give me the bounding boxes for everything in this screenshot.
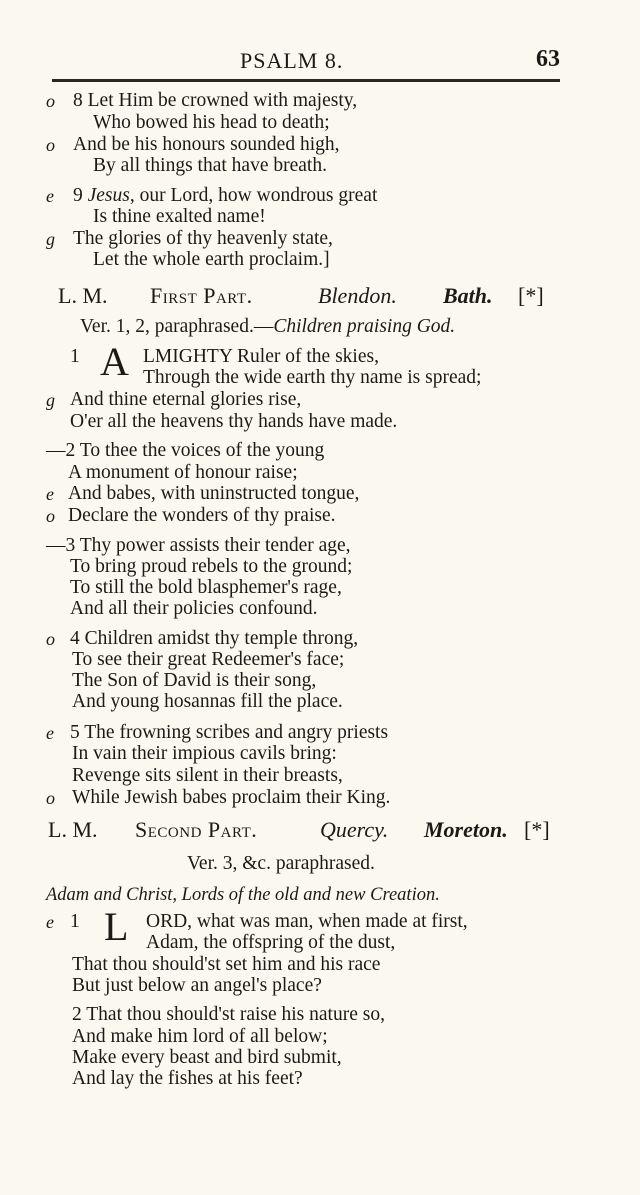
verse-number: 1 bbox=[70, 346, 80, 367]
drop-cap: A bbox=[100, 339, 129, 384]
verse-text: To see their great Redeemer's face; bbox=[72, 649, 345, 670]
verse-text: Who bowed his head to death; bbox=[93, 112, 330, 133]
verse-text: A monument of honour raise; bbox=[68, 462, 298, 483]
verse-text: 4 Children amidst thy temple throng, bbox=[70, 628, 359, 649]
metre-label: L. M. bbox=[58, 283, 108, 308]
reference-mark: [*] bbox=[518, 283, 544, 308]
verse-text: LMIGHTY Ruler of the skies, bbox=[143, 346, 379, 367]
part-label: First Part. bbox=[150, 283, 253, 308]
verse-text: Make every beast and bird submit, bbox=[72, 1047, 342, 1068]
verse-text: Let the whole earth proclaim.] bbox=[93, 249, 330, 270]
drop-cap: L bbox=[104, 904, 129, 949]
header-rule bbox=[52, 79, 560, 82]
dynamic-mark: g bbox=[46, 390, 55, 410]
running-header bbox=[44, 44, 564, 78]
verse-text: Revenge sits silent in their breasts, bbox=[72, 765, 343, 786]
page-title: PSALM 8. bbox=[240, 48, 344, 73]
verse-text: And young hosannas fill the place. bbox=[72, 691, 343, 712]
tune-name: Bath. bbox=[443, 283, 493, 308]
verse-text: While Jewish babes proclaim their King. bbox=[72, 787, 391, 808]
subtitle-italic: Children praising God. bbox=[273, 316, 456, 337]
tune-name: Blendon. bbox=[318, 283, 397, 308]
dynamic-mark: g bbox=[46, 229, 55, 249]
subtitle-text: Ver. 3, &c. paraphrased. bbox=[187, 853, 375, 874]
reference-mark: [*] bbox=[524, 817, 550, 842]
page-number: 63 bbox=[536, 46, 560, 72]
verse-text: Declare the wonders of thy praise. bbox=[68, 505, 336, 526]
verse-text: , our Lord, how wondrous great bbox=[129, 185, 378, 206]
verse-text: And make him lord of all below; bbox=[72, 1026, 328, 1047]
verse-text: But just below an angel's place? bbox=[72, 975, 322, 996]
dynamic-mark: e bbox=[46, 484, 54, 504]
verse-text: O'er all the heavens thy hands have made. bbox=[70, 411, 398, 432]
verse-number: 9 bbox=[73, 185, 83, 206]
verse-text: Is thine exalted name! bbox=[93, 206, 266, 227]
tune-name: Moreton. bbox=[424, 817, 508, 842]
verse-text: 2 That thou should'st raise his nature so, bbox=[72, 1004, 385, 1025]
verse-text: And babes, with uninstructed tongue, bbox=[68, 483, 360, 504]
verse-text: And all their policies confound. bbox=[70, 598, 318, 619]
verse-text: 8 Let Him be crowned with majesty, bbox=[73, 90, 358, 111]
metre-label: L. M. bbox=[48, 817, 98, 842]
verse-text: And be his honours sounded high, bbox=[73, 134, 340, 155]
verse-text: —2 To thee the voices of the young bbox=[46, 440, 325, 461]
verse-text: And thine eternal glories rise, bbox=[70, 389, 302, 410]
subtitle-text: Ver. 1, 2, paraphrased.— bbox=[80, 316, 274, 337]
verse-text: By all things that have breath. bbox=[93, 155, 327, 176]
dynamic-mark: o bbox=[46, 506, 55, 526]
tune-name: Quercy. bbox=[320, 817, 389, 842]
italic-word: Jesus bbox=[87, 185, 130, 206]
verse-text: Adam, the offspring of the dust, bbox=[146, 932, 396, 953]
dynamic-mark: e bbox=[46, 186, 54, 206]
subtitle-italic: Adam and Christ, Lords of the old and new Creation. bbox=[46, 885, 440, 905]
dynamic-mark: o bbox=[46, 91, 55, 111]
verse-text: In vain their impious cavils bring: bbox=[72, 743, 337, 764]
verse-text: —3 Thy power assists their tender age, bbox=[46, 535, 351, 556]
verse-text: To still the bold blasphemer's rage, bbox=[70, 577, 342, 598]
dynamic-mark: o bbox=[46, 135, 55, 155]
dynamic-mark: e bbox=[46, 912, 54, 932]
verse-text: The glories of thy heavenly state, bbox=[73, 228, 333, 249]
verse-text: The Son of David is their song, bbox=[72, 670, 317, 691]
verse-text: ORD, what was man, when made at first, bbox=[146, 911, 468, 932]
dynamic-mark: o bbox=[46, 788, 55, 808]
part-label: Second Part. bbox=[135, 817, 258, 842]
verse-text: Through the wide earth thy name is spread; bbox=[143, 367, 482, 388]
dynamic-mark: o bbox=[46, 629, 55, 649]
verse-text: 5 The frowning scribes and angry priests bbox=[70, 722, 389, 743]
verse-text: That thou should'st set him and his race bbox=[72, 954, 381, 975]
verse-text: And lay the fishes at his feet? bbox=[72, 1068, 303, 1089]
verse-text: To bring proud rebels to the ground; bbox=[70, 556, 353, 577]
verse-number: 1 bbox=[70, 911, 80, 932]
dynamic-mark: e bbox=[46, 723, 54, 743]
